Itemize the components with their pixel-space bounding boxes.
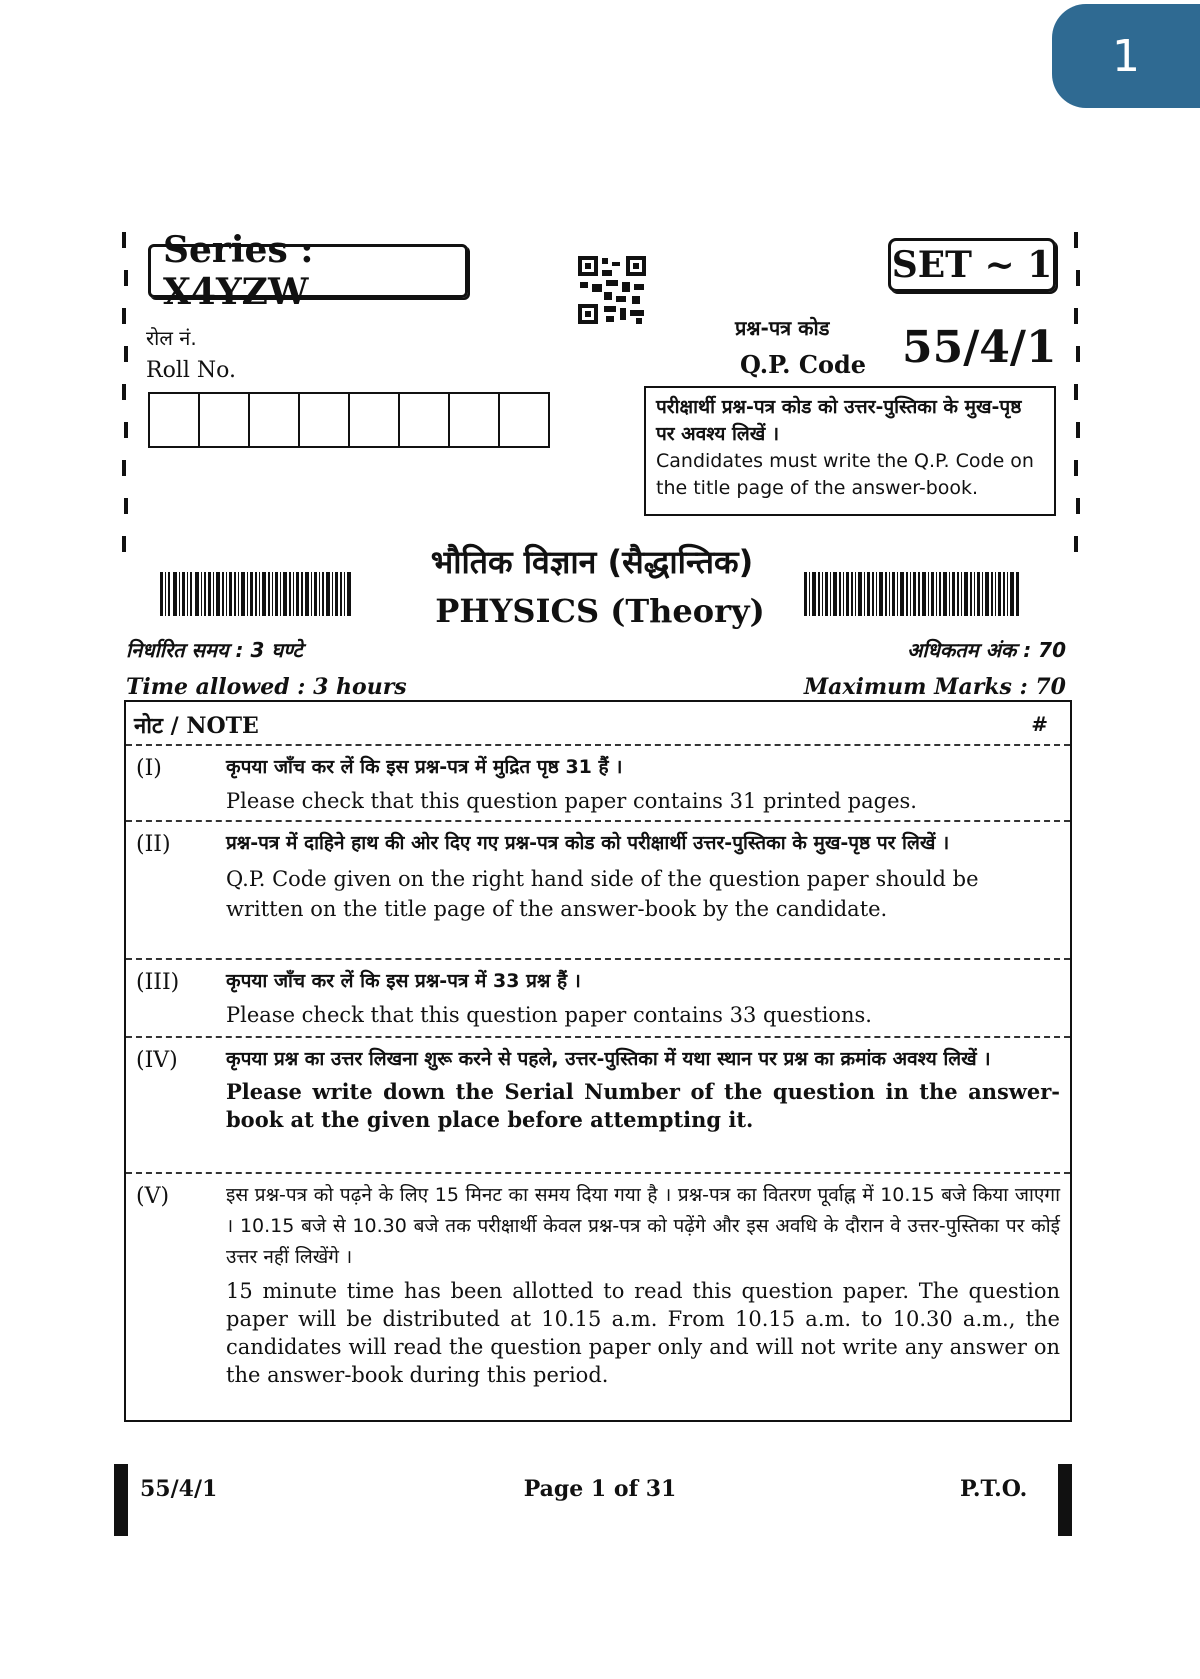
note-item-text <box>226 966 1060 1030</box>
roll-digit-box[interactable] <box>398 392 450 448</box>
note-item-english: Q.P. Code given on the right hand side of the question paper should be written on the title page of the answer-book by the candidate. <box>226 867 979 921</box>
subject-title-hindi: भौतिक विज्ञान (सैद्धान्तिक) <box>430 543 754 581</box>
note-item-english: 15 minute time has been allotted to read this question paper. The question paper will be distributed at 10.15 a.m. From 10.15 a.m. to 10.30 a.m., the candidates will read the question paper only and will not write any answer on the answer-book during this period. <box>226 1279 1060 1387</box>
set-label: SET ~ 1 <box>888 238 1056 292</box>
roll-digit-box[interactable] <box>448 392 500 448</box>
footer-qp-code: 55/4/1 <box>140 1476 218 1502</box>
note-item-number: (III) <box>136 970 180 995</box>
note-item-text <box>226 1044 1060 1134</box>
barcode-left-icon <box>160 572 352 616</box>
max-marks-hindi: अधिकतम अंक : 70 <box>907 638 1066 662</box>
note-item-number: (IV) <box>136 1048 178 1073</box>
note-item-hindi: प्रश्न-पत्र में दाहिने हाथ की ओर दिए गए प्रश्न-पत्र कोड को परीक्षार्थी उत्तर-पुस्तिका के मुख-पृष्ठ पर लिखें । <box>226 832 950 854</box>
roll-digit-box[interactable] <box>498 392 550 448</box>
roll-digit-box[interactable] <box>298 392 350 448</box>
divider <box>126 744 1070 746</box>
roll-label-hindi: रोल नं. <box>146 326 197 350</box>
footer-page-number: Page 1 of 31 <box>523 1476 677 1502</box>
instruction-english: Candidates must write the Q.P. Code on the title page of the answer-book. <box>656 450 1034 499</box>
note-item-english: Please check that this question paper contains 33 questions. <box>226 1003 872 1027</box>
roll-digit-box[interactable] <box>348 392 400 448</box>
roll-label-english: Roll No. <box>146 358 236 383</box>
footer-pto: P.T.O. <box>960 1476 1028 1502</box>
note-item-english: Please write down the Serial Number of the question in the answer-book at the given place before attempting it. <box>226 1079 1060 1132</box>
roll-digit-box[interactable] <box>198 392 250 448</box>
max-marks-english: Maximum Marks : 70 <box>803 674 1066 700</box>
note-item-hindi: इस प्रश्न-पत्र को पढ़ने के लिए 15 मिनट का समय दिया गया है । प्रश्न-पत्र का वितरण पूर्वाह्न में 10.15 बजे किया जाएगा । 10.15 बजे से 10.30 बजे तक परीक्षार्थी केवल प्रश्न-पत्र को पढ़ेंगे और इस अवधि के दौरान वे उत्तर-पुस्तिका पर कोई उत्तर नहीं लिखेंगे । <box>226 1184 1060 1268</box>
qp-code-instruction-box <box>644 386 1056 516</box>
instruction-hindi: परीक्षार्थी प्रश्न-पत्र कोड को उत्तर-पुस्तिका के मुख-पृष्ठ पर अवश्य लिखें । <box>656 396 1022 445</box>
note-item-number: (I) <box>136 756 162 781</box>
note-item-number: (II) <box>136 832 171 857</box>
footer-bar-right <box>1058 1464 1072 1536</box>
footer-bar-left <box>114 1464 128 1536</box>
page-number-badge: 1 <box>1052 4 1200 108</box>
time-allowed-hindi: निर्धारित समय : 3 घण्टे <box>126 638 303 662</box>
qp-code-label-hindi: प्रश्न-पत्र कोड <box>735 316 830 340</box>
note-item-hindi: कृपया जाँच कर लें कि इस प्रश्न-पत्र में मुद्रित पृष्ठ 31 हैं । <box>226 756 623 778</box>
roll-digit-box[interactable] <box>248 392 300 448</box>
qr-code-icon <box>578 256 646 324</box>
note-heading: नोट / NOTE <box>134 713 259 739</box>
note-item-text <box>226 828 1060 924</box>
note-item-hindi: कृपया जाँच कर लें कि इस प्रश्न-पत्र में 33 प्रश्न हैं । <box>226 970 581 992</box>
roll-number-boxes[interactable] <box>148 392 548 448</box>
divider <box>126 820 1070 822</box>
divider <box>126 958 1070 960</box>
series-label: Series : X4YZW <box>148 244 468 298</box>
note-item-hindi: कृपया प्रश्न का उत्तर लिखना शुरू करने से पहले, उत्तर-पुस्तिका में यथा स्थान पर प्रश्न का क्रमांक अवश्य लिखें । <box>226 1048 991 1070</box>
divider <box>126 1172 1070 1174</box>
roll-digit-box[interactable] <box>148 392 200 448</box>
note-item-text <box>226 752 1060 816</box>
divider <box>126 1036 1070 1038</box>
qp-code: 55/4/1 <box>902 322 1057 373</box>
note-item-text <box>226 1180 1060 1389</box>
note-item-english: Please check that this question paper contains 31 printed pages. <box>226 789 917 813</box>
note-item-number: (V) <box>136 1184 170 1209</box>
qp-code-label-english: Q.P. Code <box>740 350 867 379</box>
note-hash: # <box>1031 712 1048 736</box>
time-allowed-english: Time allowed : 3 hours <box>126 674 407 700</box>
subject-title-english: PHYSICS (Theory) <box>435 592 765 630</box>
barcode-right-icon <box>804 572 1020 616</box>
note-box <box>124 700 1072 1422</box>
